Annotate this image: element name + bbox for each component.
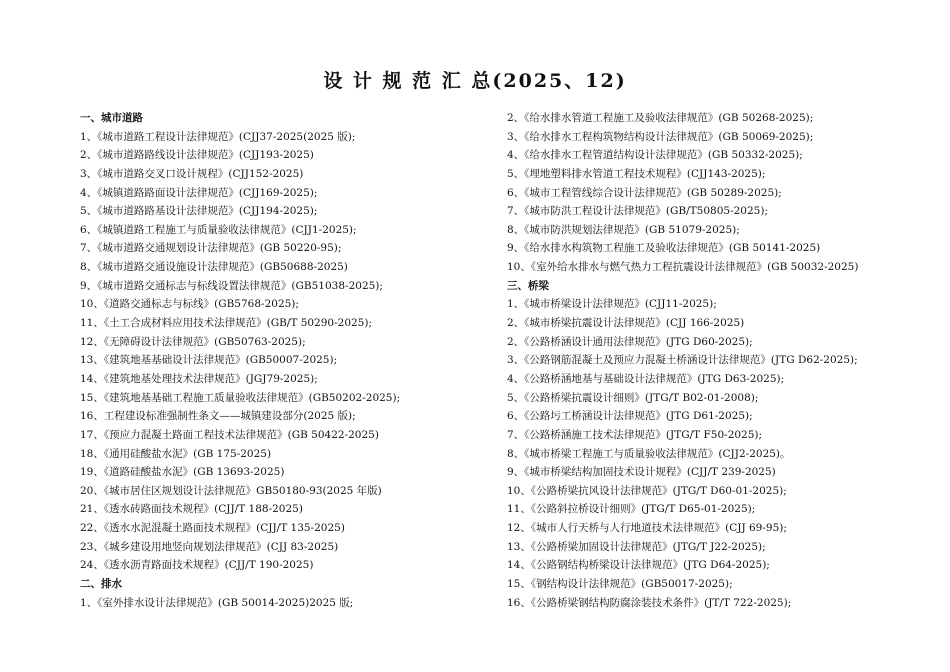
list-item: 1、《城市桥梁设计法律规范》(CJJ11-2025);	[507, 298, 717, 311]
list-item: 8、《城市防洪规划法律规范》(GB 51079-2025);	[507, 223, 740, 236]
list-item: 6、《公路圬工桥涵设计法律规范》(JTG D61-2025);	[507, 410, 753, 423]
list-item: 8、《城市桥梁工程施工与质量验收法律规范》(CJJ2-2025)。	[507, 447, 791, 460]
list-item: 3、《公路钢筋混凝土及预应力混凝土桥涵设计法律规范》(JTG D62-2025);	[507, 354, 858, 367]
list-item: 17、《预应力混凝土路面工程技术法律规范》(GB 50422-2025)	[80, 428, 379, 441]
list-item: 20、《城市居住区规划设计法律规范》GB50180-93(2025 年版)	[80, 484, 382, 497]
list-item: 10、《公路桥梁抗风设计法律规范》(JTG/T D60-01-2025);	[507, 484, 787, 497]
list-item: 15、《钢结构设计法律规范》(GB50017-2025);	[507, 578, 733, 591]
list-item: 4、《给水排水工程管道结构设计法律规范》(GB 50332-2025);	[507, 149, 803, 162]
left-column	[80, 109, 500, 612]
section-heading: 一、城市道路	[80, 112, 143, 124]
list-item: 9、《城市桥梁结构加固技术设计规程》(CJJ/T 239-2025)	[507, 466, 776, 479]
list-item: 3、《给水排水工程构筑物结构设计法律规范》(GB 50069-2025);	[507, 130, 814, 143]
list-item: 5、《公路桥梁抗震设计细则》(JTG/T B02-01-2008);	[507, 391, 759, 404]
list-item: 6、《城市工程管线综合设计法律规范》(GB 50289-2025);	[507, 186, 782, 199]
list-item: 13、《建筑地基基础设计法律规范》(GB50007-2025);	[80, 354, 338, 367]
list-item: 18、《通用硅酸盐水泥》(GB 175-2025)	[80, 447, 272, 460]
list-item: 11、《公路斜拉桥设计细则》(JTG/T D65-01-2025);	[507, 503, 756, 516]
list-item: 15、《建筑地基基础工程施工质量验收法律规范》(GB50202-2025);	[80, 391, 401, 404]
list-item: 4、《公路桥涵地基与基础设计法律规范》(JTG D63-2025);	[507, 372, 785, 385]
list-item: 5、《城市道路路基设计法律规范》(CJJ194-2025);	[80, 205, 318, 218]
list-item: 6、《城镇道路工程施工与质量验收法律规范》(CJJ1-2025);	[80, 223, 357, 236]
list-item: 2、《给水排水管道工程施工及验收法律规范》(GB 50268-2025);	[507, 112, 814, 124]
list-item: 3、《城市道路交叉口设计规程》(CJJ152-2025)	[80, 167, 304, 180]
list-item: 22、《透水水泥混凝土路面技术规程》(CJJ/T 135-2025)	[80, 522, 345, 535]
list-item: 23、《城乡建设用地竖向规划法律规范》(CJJ 83-2025)	[80, 540, 339, 553]
list-item: 2、《公路桥涵设计通用法律规范》(JTG D60-2025);	[507, 335, 753, 348]
list-item: 16、工程建设标准强制性条文——城镇建设部分(2025 版);	[80, 410, 356, 423]
list-item: 2、《城市道路路线设计法律规范》(CJJ193-2025)	[80, 149, 314, 162]
list-item: 4、《城镇道路路面设计法律规范》(CJJ169-2025);	[80, 186, 318, 199]
section-heading: 三、桥梁	[507, 279, 549, 292]
list-item: 10、《室外给水排水与燃气热力工程抗震设计法律规范》(GB 50032-2025)	[507, 261, 859, 274]
list-item: 14、《建筑地基处理技术法律规范》(JGJ79-2025);	[80, 372, 318, 385]
list-item: 24、《透水沥青路面技术规程》(CJJ/T 190-2025)	[80, 559, 314, 572]
list-item: 19、《道路硅酸盐水泥》(GB 13693-2025)	[80, 466, 285, 479]
list-item: 12、《无障碍设计法律规范》(GB50763-2025);	[80, 335, 306, 348]
list-item: 7、《公路桥涵施工技术法律规范》(JTG/T F50-2025);	[507, 428, 763, 441]
list-item: 12、《城市人行天桥与人行地道技术法律规范》(CJJ 69-95);	[507, 522, 787, 535]
list-item: 9、《给水排水构筑物工程施工及验收法律规范》(GB 50141-2025)	[507, 242, 821, 255]
list-item: 7、《城市道路交通规划设计法律规范》(GB 50220-95);	[80, 242, 342, 255]
list-item: 16、《公路桥梁钢结构防腐涂装技术条件》(JT/T 722-2025);	[507, 596, 792, 609]
list-item: 13、《公路桥梁加固设计法律规范》(JTG/T J22-2025);	[507, 540, 766, 553]
list-item: 10、《道路交通标志与标线》(GB5768-2025);	[80, 298, 299, 311]
right-column	[507, 109, 927, 612]
list-item: 2、《城市桥梁抗震设计法律规范》(CJJ 166-2025)	[507, 317, 745, 330]
list-item: 21、《透水砖路面技术规程》(CJJ/T 188-2025)	[80, 503, 303, 516]
list-item: 9、《城市道路交通标志与标线设置法律规范》(GB51038-2025);	[80, 279, 383, 292]
list-item: 8、《城市道路交通设施设计法律规范》(GB50688-2025)	[80, 261, 348, 274]
list-item: 14、《公路钢结构桥梁设计法律规范》(JTG D64-2025);	[507, 559, 770, 572]
list-item: 11、《土工合成材料应用技术法律规范》(GB/T 50290-2025);	[80, 317, 372, 330]
list-item: 7、《城市防洪工程设计法律规范》(GB/T50805-2025);	[507, 205, 768, 218]
document-title: 设 计 规 范 汇 总(2025、12)	[323, 70, 627, 92]
list-item: 1、《室外排水设计法律规范》(GB 50014-2025)2025 版;	[80, 596, 354, 609]
list-item: 5、《埋地塑料排水管道工程技术规程》(CJJ143-2025);	[507, 167, 766, 180]
list-item: 1、《城市道路工程设计法律规范》(CJJ37-2025(2025 版);	[80, 130, 356, 143]
section-heading: 二、排水	[80, 578, 122, 591]
